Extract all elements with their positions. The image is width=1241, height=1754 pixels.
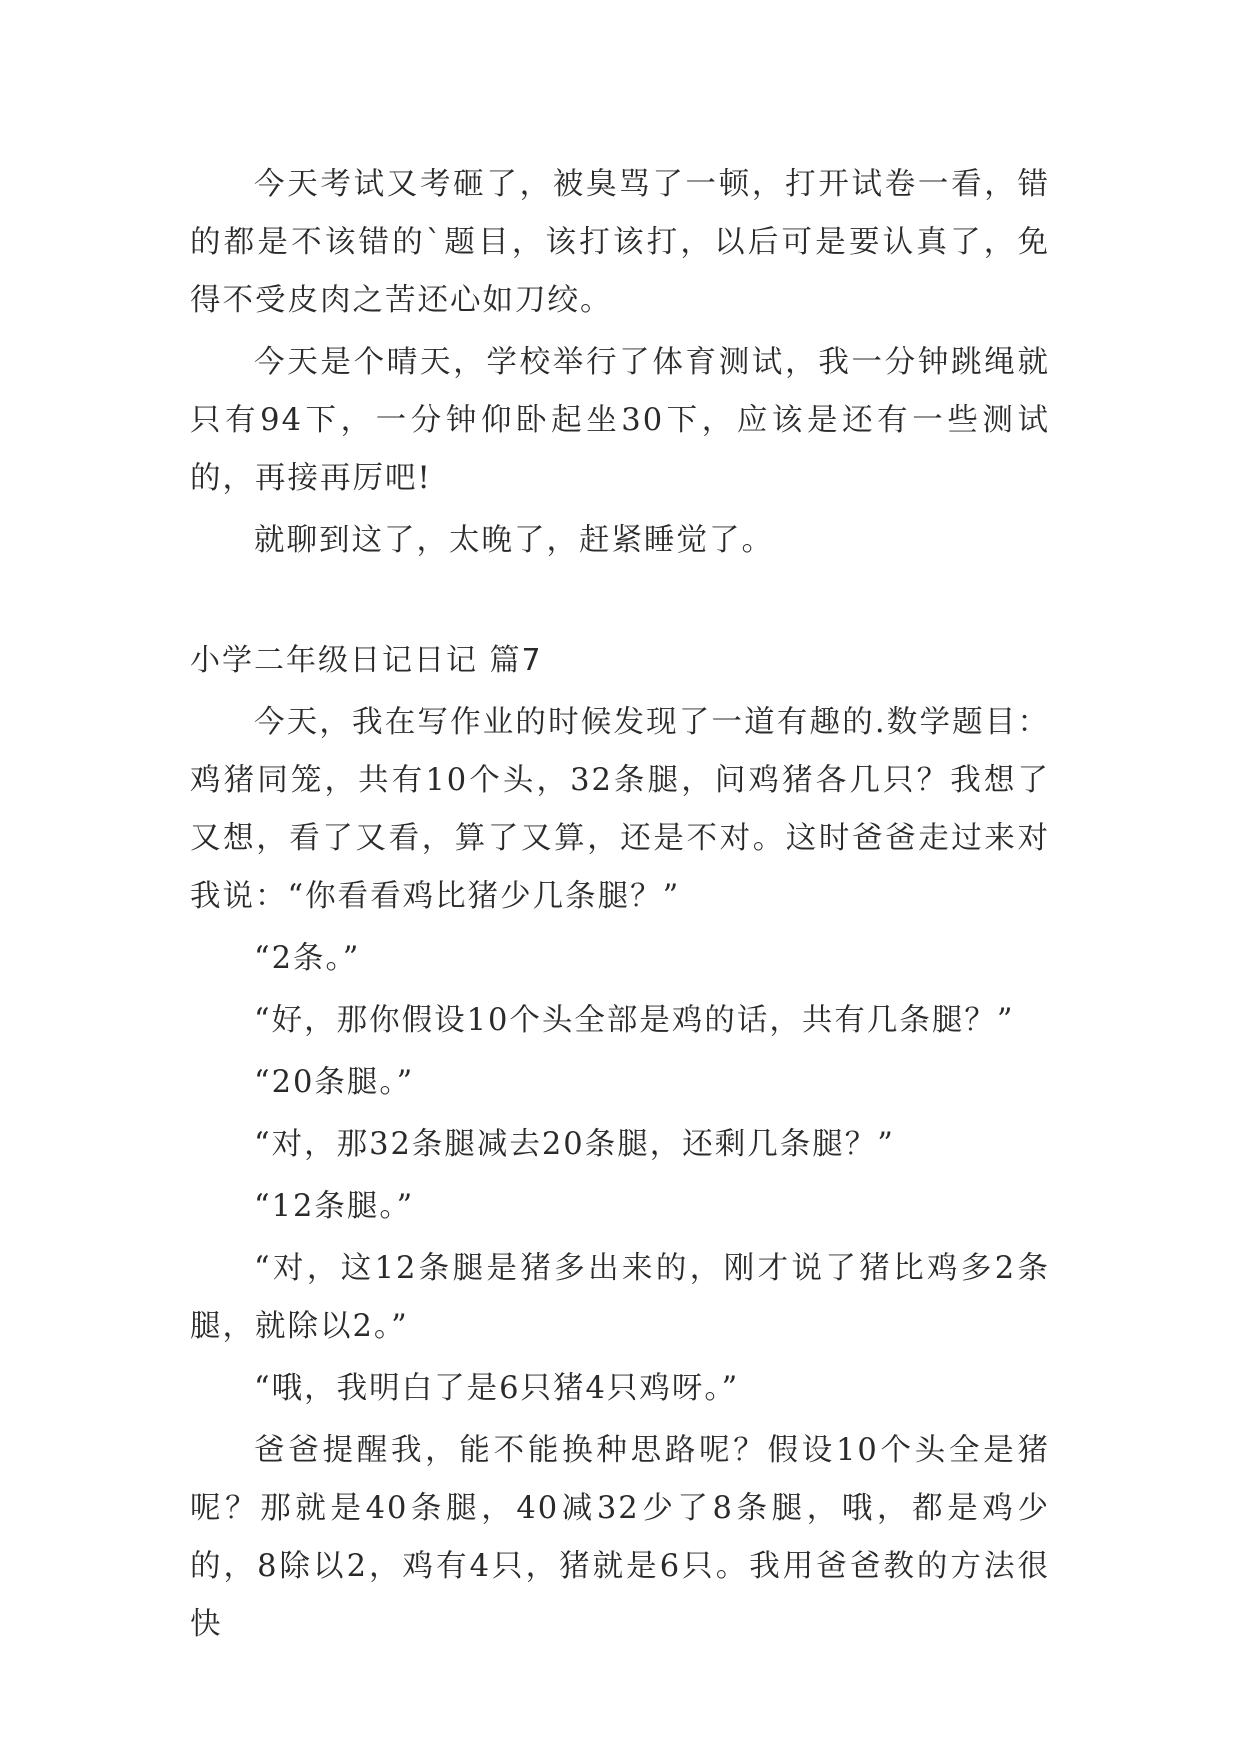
section-heading: 小学二年级日记日记 篇7: [190, 643, 543, 678]
dialogue-line: “20条腿。”: [254, 1065, 415, 1100]
paragraph-sports-test: 今天是个晴天，学校举行了体育测试，我一分钟跳绳就只有94下，一分钟仰卧起坐30下，应该是还有一些测试的，再接再厉吧!: [190, 345, 1050, 496]
dialogue-line: “12条腿。”: [254, 1189, 415, 1224]
document-body: [190, 156, 1050, 1658]
paragraph-exam: 今天考试又考砸了，被臭骂了一顿，打开试卷一看，错的都是不该错的`题目，该打该打，以后可是要认真了，免得不受皮肉之苦还心如刀绞。: [190, 167, 1050, 318]
paragraph-goodnight: 就聊到这了，太晚了，赶紧睡觉了。: [254, 523, 774, 558]
dialogue-line: “对，那32条腿减去20条腿，还剩几条腿？”: [254, 1127, 895, 1162]
dialogue-line: “对，这12条腿是猪多出来的，刚才说了猪比鸡多2条腿，就除以2。”: [190, 1251, 1050, 1344]
dialogue-line: “好，那你假设10个头全部是鸡的话，共有几条腿？”: [254, 1003, 1015, 1038]
dialogue-line: “2条。”: [254, 941, 361, 976]
dialogue-line: “哦，我明白了是6只猪4只鸡呀。”: [254, 1371, 740, 1406]
paragraph-alternative-method: 爸爸提醒我，能不能换种思路呢？假设10个头全是猪呢？那就是40条腿，40减32少了8条腿，哦，都是鸡少的，8除以2，鸡有4只，猪就是6只。我用爸爸教的方法很快: [190, 1433, 1050, 1642]
paragraph-math-problem: 今天，我在写作业的时候发现了一道有趣的.数学题目：鸡猪同笼，共有10个头，32条腿，问鸡猪各几只？我想了又想，看了又看，算了又算，还是不对。这时爸爸走过来对我说：“你看看鸡比猪少几条腿？”: [190, 705, 1050, 914]
